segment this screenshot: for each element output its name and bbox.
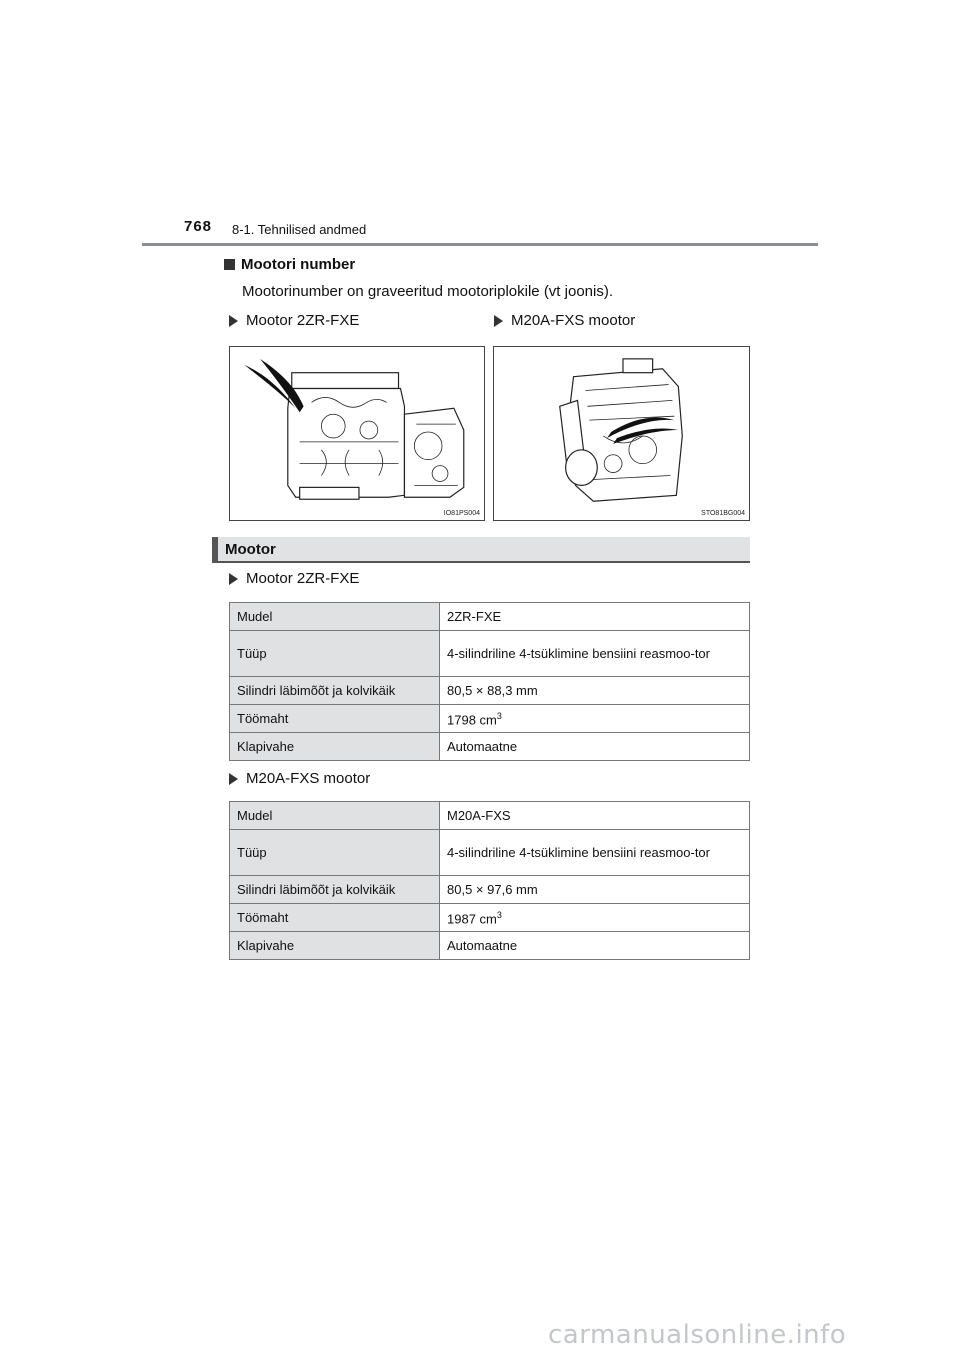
spec-value: 80,5 × 97,6 mm: [440, 876, 750, 904]
engine-number-title: Mootori number: [241, 256, 356, 273]
spec-table-m20a: [229, 801, 750, 960]
table-row: [230, 904, 750, 932]
spec-value: Automaatne: [440, 733, 750, 761]
displacement-value: 1987 cm: [447, 911, 497, 927]
figure-label-m20a: [494, 312, 635, 329]
table-row: [230, 802, 750, 830]
spec-key: Mudel: [230, 603, 440, 631]
spec-key: Silindri läbimõõt ja kolvikäik: [230, 677, 440, 705]
engine-2zr-drawing: [230, 347, 484, 520]
spec-key: Tüüp: [230, 631, 440, 677]
table-row: [230, 932, 750, 960]
figure-label-2zr: [229, 312, 359, 329]
spec-key: Tüüp: [230, 830, 440, 876]
spec-table-2zr: [229, 602, 750, 761]
spec-key: Klapivahe: [230, 932, 440, 960]
spec-value: Automaatne: [440, 932, 750, 960]
section-breadcrumb: 8-1. Tehnilised andmed: [232, 222, 367, 237]
table-row: [230, 705, 750, 733]
displacement-value: 1798 cm: [447, 712, 497, 728]
superscript: 3: [496, 910, 502, 921]
table-label-text: Mootor 2ZR-FXE: [246, 570, 360, 587]
section-title: Mootor: [225, 541, 276, 558]
spec-key: Klapivahe: [230, 733, 440, 761]
engine-2zr-illustration: [229, 346, 485, 521]
spec-key: Töömaht: [230, 904, 440, 932]
spec-value-displacement: [440, 705, 750, 733]
header-divider: [142, 243, 818, 246]
superscript: 3: [496, 711, 502, 722]
spec-key: Töömaht: [230, 705, 440, 733]
triangle-bullet-icon: [494, 315, 503, 327]
spec-value-displacement: [440, 904, 750, 932]
figure-code: IO81PS004: [443, 510, 480, 517]
section-bar-accent: [212, 537, 218, 561]
engine-number-heading: [224, 256, 355, 273]
triangle-bullet-icon: [229, 573, 238, 585]
spec-value: 80,5 × 88,3 mm: [440, 677, 750, 705]
triangle-bullet-icon: [229, 773, 238, 785]
spec-value: 4-silindriline 4-tsüklimine bensiini reasmoo-tor: [440, 830, 750, 876]
table-row: [230, 677, 750, 705]
spec-key: Mudel: [230, 802, 440, 830]
engine-m20a-drawing: [494, 347, 749, 520]
spec-value: 4-silindriline 4-tsüklimine bensiini reasmoo-tor: [440, 631, 750, 677]
table-row: [230, 733, 750, 761]
watermark: carmanualsonline.info: [548, 1320, 847, 1350]
figure-label-text: M20A-FXS mootor: [511, 312, 636, 329]
square-bullet-icon: [224, 259, 235, 270]
page-number: 768: [184, 218, 213, 235]
table-label-2zr: [229, 570, 359, 587]
table-row: [230, 603, 750, 631]
table-label-text: M20A-FXS mootor: [246, 770, 371, 787]
table-label-m20a: [229, 770, 370, 787]
spec-key: Silindri läbimõõt ja kolvikäik: [230, 876, 440, 904]
table-row: [230, 631, 750, 677]
figure-code: STO81BG004: [701, 510, 745, 517]
section-header-mootor: [212, 537, 750, 563]
engine-number-description: Mootorinumber on graveeritud mootoriplokile (vt joonis).: [242, 283, 614, 300]
spec-value: M20A-FXS: [440, 802, 750, 830]
spec-value: 2ZR-FXE: [440, 603, 750, 631]
figure-label-text: Mootor 2ZR-FXE: [246, 312, 360, 329]
triangle-bullet-icon: [229, 315, 238, 327]
table-row: [230, 876, 750, 904]
table-row: [230, 830, 750, 876]
engine-m20a-illustration: [493, 346, 750, 521]
